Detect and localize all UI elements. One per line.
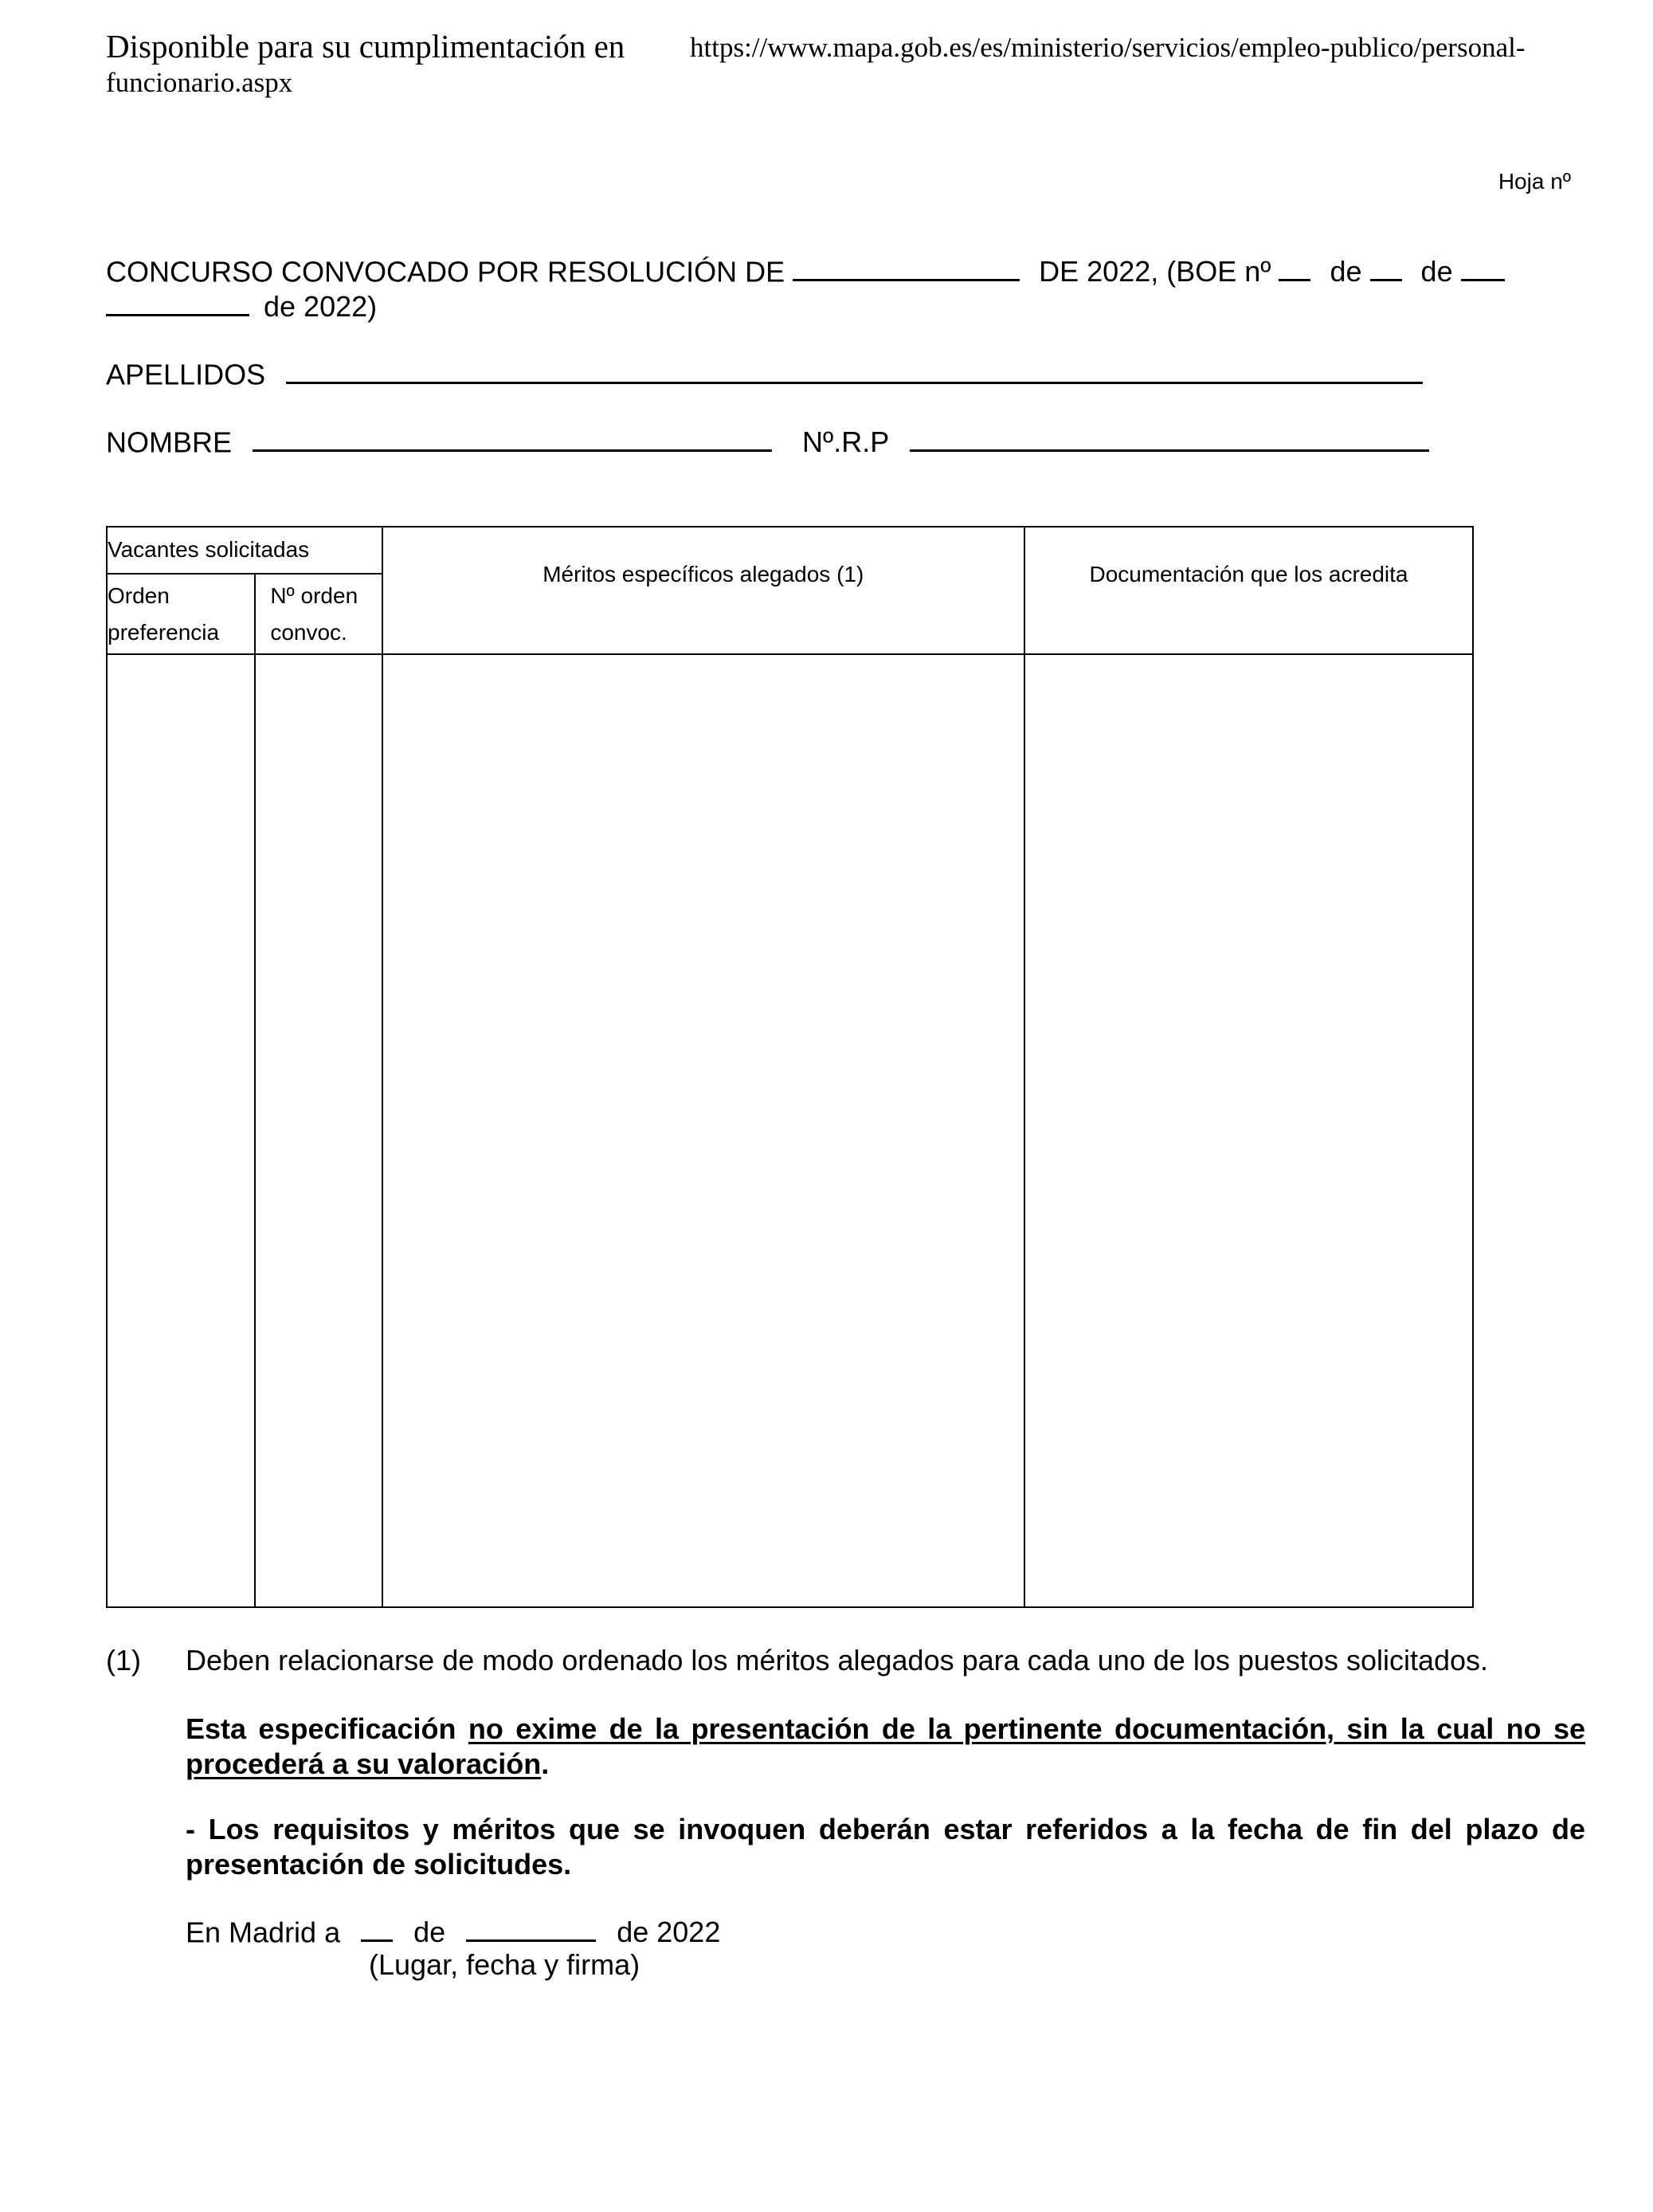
documentacion-header-label: Documentación que los acredita [1089, 562, 1408, 586]
nombre-field[interactable] [253, 424, 772, 452]
vacantes-group-header [107, 527, 382, 574]
sheet-number-label: Hoja nº [1498, 169, 1571, 194]
merits-table [106, 526, 1474, 1608]
orden-convocatoria-header [255, 574, 382, 654]
convocatoria-line [106, 253, 1573, 288]
convocatoria-text-1: CONCURSO CONVOCADO POR RESOLUCIÓN DE [106, 255, 785, 288]
resolution-date-field[interactable] [793, 253, 1020, 281]
nombre-row [106, 424, 1429, 459]
nrp-field[interactable] [910, 424, 1429, 452]
convocatoria-text-4: de [1420, 255, 1453, 288]
meritos-cell[interactable] [382, 654, 1024, 1607]
boe-month-field[interactable] [106, 288, 249, 316]
boe-month-field-start[interactable] [1461, 253, 1505, 281]
boe-day-field[interactable] [1370, 253, 1402, 281]
note-marker: (1) [106, 1644, 141, 1677]
note-2 [186, 1712, 1585, 1782]
nombre-label: NOMBRE [106, 426, 233, 459]
note-3: - Los requisitos y méritos que se invoquen deberán estar referidos a la fecha de fin del plazo de presentación de solicitudes. [186, 1813, 1585, 1881]
availability-label: Disponible para su cumplimentación en [106, 28, 625, 65]
signature-text-1: En Madrid a [186, 1916, 341, 1949]
availability-url-continued[interactable]: funcionario.aspx [106, 67, 293, 98]
documentacion-header [1024, 527, 1473, 654]
note-2-underlined: no exime de la presentación de la pertinente documentación, sin la cual no se procederá a su valoración [186, 1712, 1585, 1780]
apellidos-label: APELLIDOS [106, 358, 266, 391]
orden-header-line2: preferencia [108, 620, 220, 645]
meritos-header [382, 527, 1024, 654]
signature-line [186, 1914, 720, 1949]
signature-month-field[interactable] [466, 1914, 596, 1942]
norden-header-line2: convoc. [270, 620, 347, 645]
orden-preferencia-header [107, 574, 255, 654]
signature-text-2: de [413, 1916, 446, 1949]
orden-header-line1: Orden [108, 583, 170, 608]
table-row [107, 654, 1473, 1607]
signature-text-3: de 2022 [617, 1916, 721, 1949]
norden-header-line1: Nº orden [270, 583, 358, 608]
orden-preferencia-cell[interactable] [107, 654, 255, 1607]
documentacion-cell[interactable] [1024, 654, 1473, 1607]
note-2-plain: Esta especificación [186, 1712, 468, 1745]
apellidos-field[interactable] [286, 356, 1423, 384]
note-2-end: . [541, 1747, 550, 1780]
convocatoria-line-2 [106, 288, 377, 324]
apellidos-row [106, 356, 1423, 391]
convocatoria-text-3: de [1330, 255, 1362, 288]
signature-caption: (Lugar, fecha y firma) [369, 1948, 640, 1981]
note-1: Deben relacionarse de modo ordenado los méritos alegados para cada uno de los puestos solicitados. [186, 1644, 1489, 1677]
orden-convocatoria-cell[interactable] [255, 654, 382, 1607]
availability-url[interactable]: https://www.mapa.gob.es/es/ministerio/servicios/empleo-publico/personal- [690, 32, 1526, 63]
meritos-header-label: Méritos específicos alegados (1) [543, 562, 864, 586]
convocatoria-text-2: DE 2022, (BOE nº [1039, 255, 1271, 288]
vacantes-group-label: Vacantes solicitadas [108, 537, 310, 562]
nrp-label: Nº.R.P [802, 426, 889, 459]
signature-day-field[interactable] [361, 1914, 393, 1942]
boe-number-field[interactable] [1279, 253, 1310, 281]
convocatoria-text-5: de 2022) [264, 290, 378, 324]
